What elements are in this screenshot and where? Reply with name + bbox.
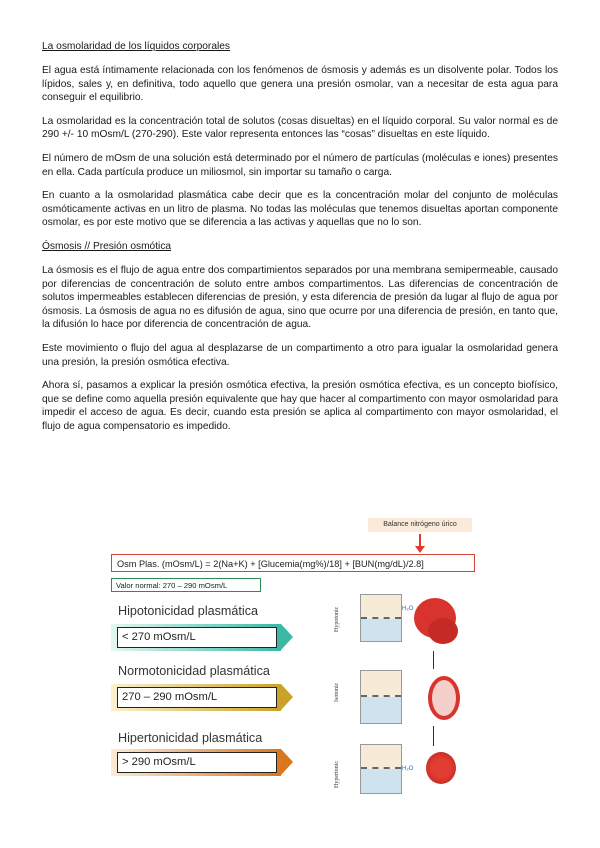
beaker-iso — [360, 670, 402, 724]
paragraph-7: Ahora sí, pasamos a explicar la presión osmótica efectiva, la presión osmótica efectiva, es un concepto biofísico, que se define como aquella presión equivalente que hay que hacer al compartimento con mayor osmolaridad para impedir el acceso de agua. Es decir, cuando esta presión se aplica al compartimento con mayor osmolaridad, el flujo de agua compensatorio es impedido. — [42, 380, 558, 432]
state-band-hypo — [111, 624, 293, 651]
water-label-hyper: H₂O — [402, 766, 414, 772]
beaker-bottom-iso — [361, 697, 401, 723]
state-title-hyper: Hipertonicidad plasmática — [118, 731, 263, 745]
membrane-iso — [361, 695, 401, 697]
crenated-cell-icon — [426, 752, 456, 784]
state-title-normo: Normotonicidad plasmática — [118, 664, 270, 678]
state-value-hypo: < 270 mOsm/L — [117, 627, 277, 648]
side-label-hyper: Hypertonic — [334, 761, 340, 788]
state-value-hyper: > 290 mOsm/L — [117, 752, 277, 773]
osmolarity-formula: Osm Plas. (mOsm/L) = 2(Na+K) + [Glucemia(mg%)/18] + [BUN(mg/dL)/2.8] — [111, 554, 475, 572]
band-tip-normo — [281, 684, 293, 710]
paragraph-2: La osmolaridad es la concentración total de solutos (cosas disueltas) en el líquido corporal. Su valor normal es de 290 +/- 10 mOsm/L (270-290). Este valor representa entonces las “cosas” disueltas en este líquido. — [42, 115, 558, 141]
paragraph-5: La ósmosis es el flujo de agua entre dos compartimientos separados por una membrana semipermeable, causado por diferencias de concentración de soluto entre ambos compartimentos. Las diferencias de concentración de solutos impermeables establecen diferencias de presión, y esta diferencia de presión da lugar al flujo de agua por ósmosis. La ósmosis de agua no es difusión de agua, sino que ocurre por una diferencia de presión, en tanto que, la difusión lo hace por diferencia de concentración de agua. — [42, 264, 558, 331]
normal-cell-icon — [428, 676, 460, 720]
swollen-cell-part-icon — [428, 618, 458, 644]
document-body — [42, 40, 558, 443]
membrane-hypo — [361, 617, 401, 619]
state-band-hyper — [111, 749, 293, 776]
membrane-hyper — [361, 767, 401, 769]
down-arrow-2-icon — [433, 726, 434, 746]
band-tip-hypo — [281, 624, 293, 650]
beaker-bottom-hyper — [361, 769, 401, 793]
state-band-normo — [111, 684, 293, 711]
beaker-hypo — [360, 594, 402, 642]
side-label-hypo: Hypotonic — [334, 606, 340, 632]
water-label-hypo: H₂O — [402, 606, 414, 612]
heading-osmosis: Ósmosis // Presión osmótica — [42, 240, 172, 252]
paragraph-6: Este movimiento o flujo del agua al desplazarse de un compartimento a otro para igualar la osmolaridad genera una presión, la presión osmótica efectiva. — [42, 342, 558, 368]
down-arrow-icon — [419, 534, 421, 548]
balance-label: Balance nitrógeno úrico — [368, 518, 472, 532]
heading-osmolaridad: La osmolaridad de los líquidos corporales — [42, 41, 231, 52]
paragraph-4: En cuanto a la osmolaridad plasmática cabe decir que es la concentración molar del conjunto de moléculas osmóticamente activas en un litro de plasma. No todas las moléculas que tenemos disueltas aportan componente osmolar, es por este motivo que se diferencia a las activas y aquellas que no lo son. — [42, 190, 558, 229]
paragraph-1: El agua está íntimamente relacionada con los fenómenos de ósmosis y además es un disolvente polar. Todos los lípidos, sales y, en definitiva, todo aquello que genera una presión osmolar, van a necesitar de esta agua para conseguir el equilibrio. — [42, 65, 558, 104]
state-value-normo: 270 – 290 mOsm/L — [117, 687, 277, 708]
beaker-hyper — [360, 744, 402, 794]
band-tip-hyper — [281, 749, 293, 775]
normal-value-box: Valor normal: 270 – 290 mOsm/L — [111, 578, 261, 592]
beaker-bottom-hypo — [361, 619, 401, 641]
paragraph-3: El número de mOsm de una solución está determinado por el número de partículas (moléculas e iones) presentes en ella. Cada partícula produce un miliosmol, sin importar su tamaño o carga. — [42, 152, 558, 178]
up-arrow-icon — [433, 651, 434, 669]
state-title-hypo: Hipotonicidad plasmática — [118, 604, 259, 618]
side-label-iso: Isotonic — [334, 682, 340, 702]
